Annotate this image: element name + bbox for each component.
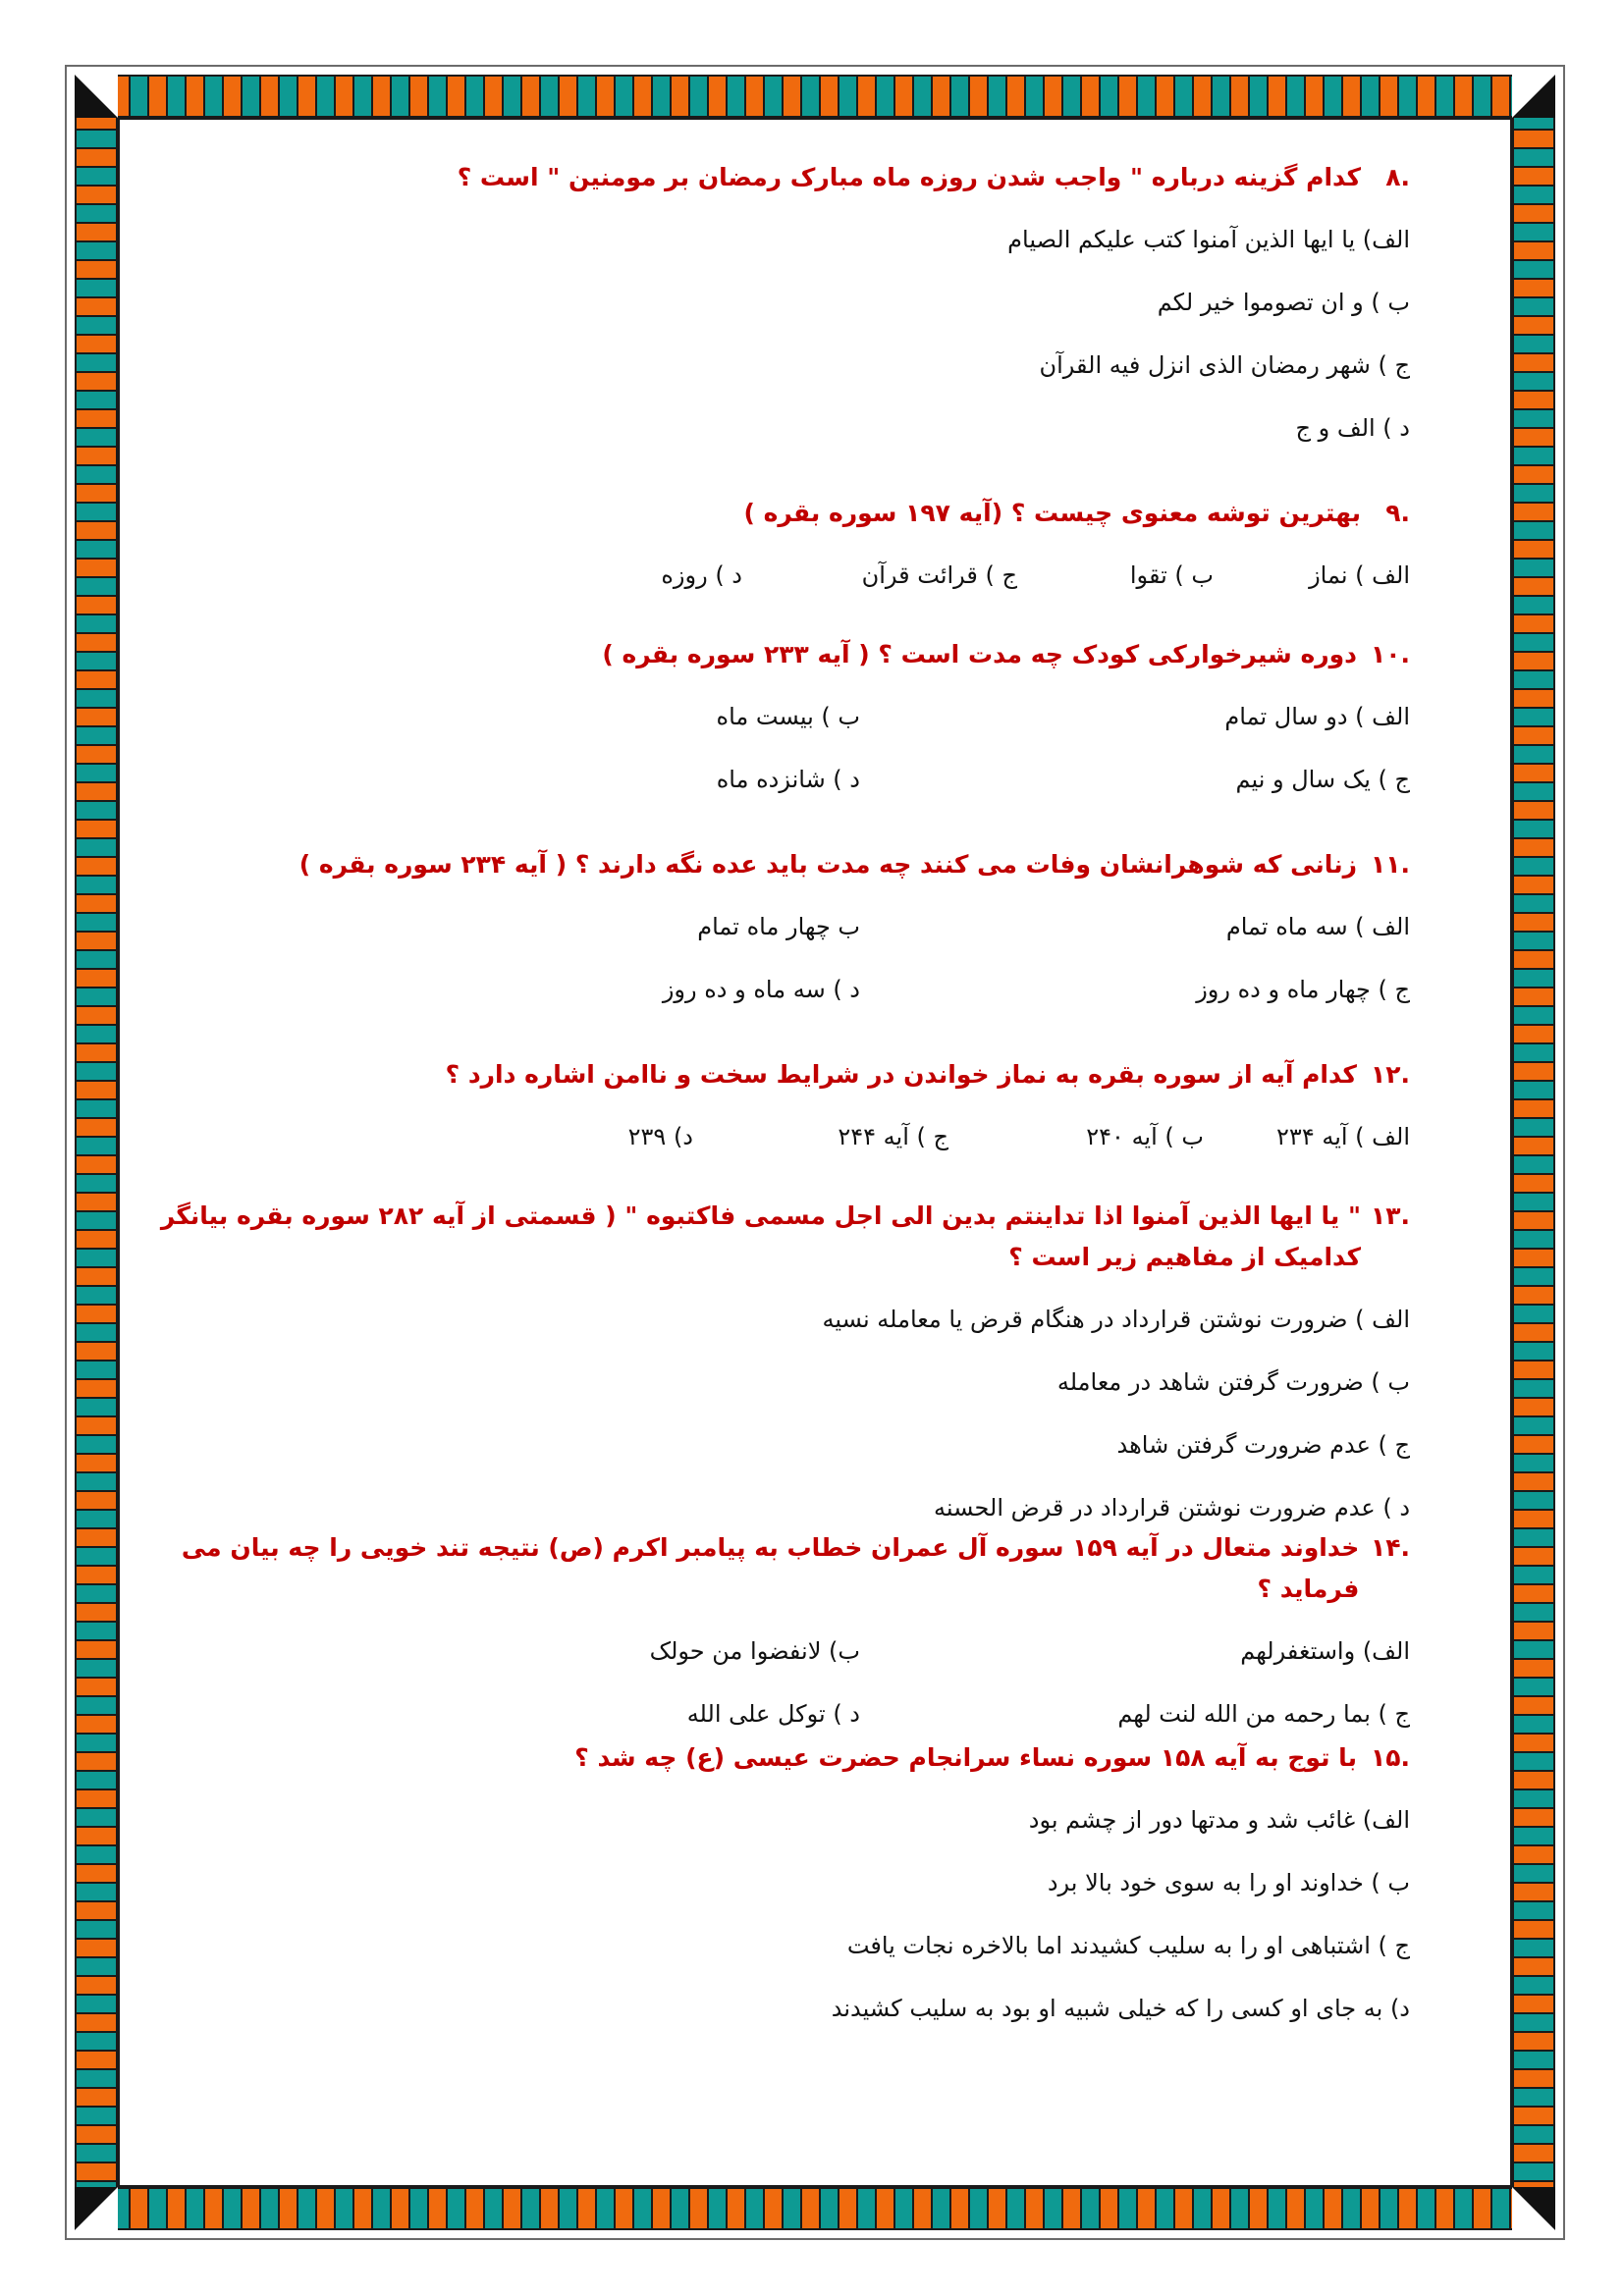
option-d: د ) روزه bbox=[661, 561, 742, 589]
option-c: ج ) شهر رمضان الذی انزل فیه القرآن bbox=[1039, 351, 1410, 379]
question-text: زنانی که شوهرانشان وفات می کنند چه مدت باید عده نگه دارند ؟ ( آیه ۲۳۴ سوره بقره ) bbox=[298, 850, 1357, 879]
corner-triangle-bottom-right bbox=[1512, 2187, 1555, 2230]
question-13 bbox=[147, 1196, 1463, 1529]
option-c: ج ) اشتباهی او را به سلیب کشیدند اما بالاخره نجات یافت bbox=[846, 1932, 1410, 1959]
option-c: ج ) چهار ماه و ده روز bbox=[1196, 976, 1410, 1003]
question-text: با توج به آیه ۱۵۸ سوره نساء سرانجام حضرت عیسی (ع) چه شد ؟ bbox=[574, 1743, 1357, 1772]
option-d: د) به جای او کسی را که خیلی شبیه او بود به سلیب کشیدند bbox=[831, 1995, 1410, 2022]
corner-triangle-top-right bbox=[1512, 75, 1555, 118]
option-b: ب ) خداوند او را به سوی خود بالا برد bbox=[1047, 1869, 1410, 1896]
option-c: ج ) قرائت قرآن bbox=[861, 561, 1017, 589]
option-a: الف ) نماز bbox=[1309, 561, 1410, 589]
option-d: د) ۲۳۹ bbox=[627, 1123, 693, 1150]
question-number: .۹ bbox=[1385, 499, 1410, 527]
question-14 bbox=[147, 1527, 1463, 1735]
option-a: الف ) آیه ۲۳۴ bbox=[1276, 1123, 1410, 1150]
question-number: .۱۱ bbox=[1370, 850, 1410, 879]
option-c: ج ) عدم ضرورت گرفتن شاهد bbox=[1116, 1431, 1410, 1459]
option-a: الف ) ضرورت نوشتن قرارداد در هنگام قرض یا معامله نسیه bbox=[822, 1306, 1410, 1333]
corner-triangle-bottom-left bbox=[75, 2187, 118, 2230]
border-strip-left bbox=[75, 75, 118, 2230]
option-a: الف ) دو سال تمام bbox=[1224, 703, 1410, 730]
option-d: د ) سه ماه و ده روز bbox=[662, 976, 860, 1003]
border-strip-top bbox=[75, 75, 1555, 118]
option-b: ب ) ضرورت گرفتن شاهد در معامله bbox=[1056, 1368, 1410, 1396]
question-number: .۱۴ bbox=[1370, 1533, 1410, 1562]
option-b: ب) لانفضوا من حولک bbox=[649, 1637, 860, 1665]
border-strip-bottom bbox=[75, 2187, 1555, 2230]
option-c: ج ) یک سال و نیم bbox=[1235, 766, 1410, 793]
option-b: ب چهار ماه تمام bbox=[697, 913, 860, 940]
option-b: ب ) بیست ماه bbox=[716, 703, 860, 730]
option-d: د ) شانزده ماه bbox=[716, 766, 860, 793]
question-number: .۱۳ bbox=[1370, 1201, 1410, 1230]
option-a: الف ) سه ماه تمام bbox=[1225, 913, 1410, 940]
question-text: خداوند متعال در آیه ۱۵۹ سوره آل عمران خطاب به پیامبر اکرم (ص) نتیجه تند خویی را چه بیان می فرماید ؟ bbox=[181, 1533, 1360, 1603]
question-number: .۱۵ bbox=[1370, 1743, 1410, 1772]
question-11 bbox=[147, 844, 1463, 1011]
question-number: .۱۰ bbox=[1370, 640, 1410, 668]
option-a: الف) غائب شد و مدتها دور از چشم بود bbox=[1028, 1806, 1410, 1834]
option-b: ب ) آیه ۲۴۰ bbox=[1086, 1123, 1204, 1150]
option-a: الف) واستغفرلهم bbox=[1240, 1637, 1410, 1665]
question-15 bbox=[147, 1737, 1463, 2030]
option-b: ب ) تقوا bbox=[1129, 561, 1214, 589]
corner-triangle-top-left bbox=[75, 75, 118, 118]
question-number: .۱۲ bbox=[1370, 1060, 1410, 1089]
question-8 bbox=[147, 157, 1463, 450]
option-d: د ) الف و ج bbox=[1295, 414, 1410, 442]
option-d: د ) عدم ضرورت نوشتن قرارداد در قرض الحسنه bbox=[934, 1494, 1410, 1522]
question-10 bbox=[147, 634, 1463, 801]
question-text: دوره شیرخوارکی کودک چه مدت است ؟ ( آیه ۲۳۳ سوره بقره ) bbox=[602, 640, 1357, 668]
question-text: بهترین توشه معنوی چیست ؟ (آیه ۱۹۷ سوره بقره ) bbox=[743, 499, 1361, 527]
border-strip-right bbox=[1512, 75, 1555, 2230]
option-d: د ) توکل علی الله bbox=[686, 1700, 860, 1728]
option-b: ب ) و ان تصوموا خیر لکم bbox=[1157, 289, 1410, 316]
question-9 bbox=[147, 493, 1463, 597]
question-number: .۸ bbox=[1385, 163, 1410, 191]
option-c: ج ) آیه ۲۴۴ bbox=[838, 1123, 948, 1150]
question-text: کدام آیه از سوره بقره به نماز خواندن در شرایط سخت و ناامن اشاره دارد ؟ bbox=[445, 1060, 1357, 1089]
option-c: ج ) بما رحمه من الله لنت لهم bbox=[1117, 1700, 1410, 1728]
option-a: الف) یا ایها الذین آمنوا کتب علیکم الصیام bbox=[1007, 226, 1410, 253]
question-text: " یا ایها الذین آمنوا اذا تداینتم بدین الی اجل مسمی فاکتبوه " ( قسمتی از آیه ۲۸۲ سوره بقره بیانگر کدامیک از مفاهیم زیر است ؟ bbox=[160, 1201, 1361, 1271]
question-text: کدام گزینه درباره " واجب شدن روزه ماه مبارک رمضان بر مومنین " است ؟ bbox=[457, 163, 1361, 191]
question-12 bbox=[147, 1054, 1463, 1158]
